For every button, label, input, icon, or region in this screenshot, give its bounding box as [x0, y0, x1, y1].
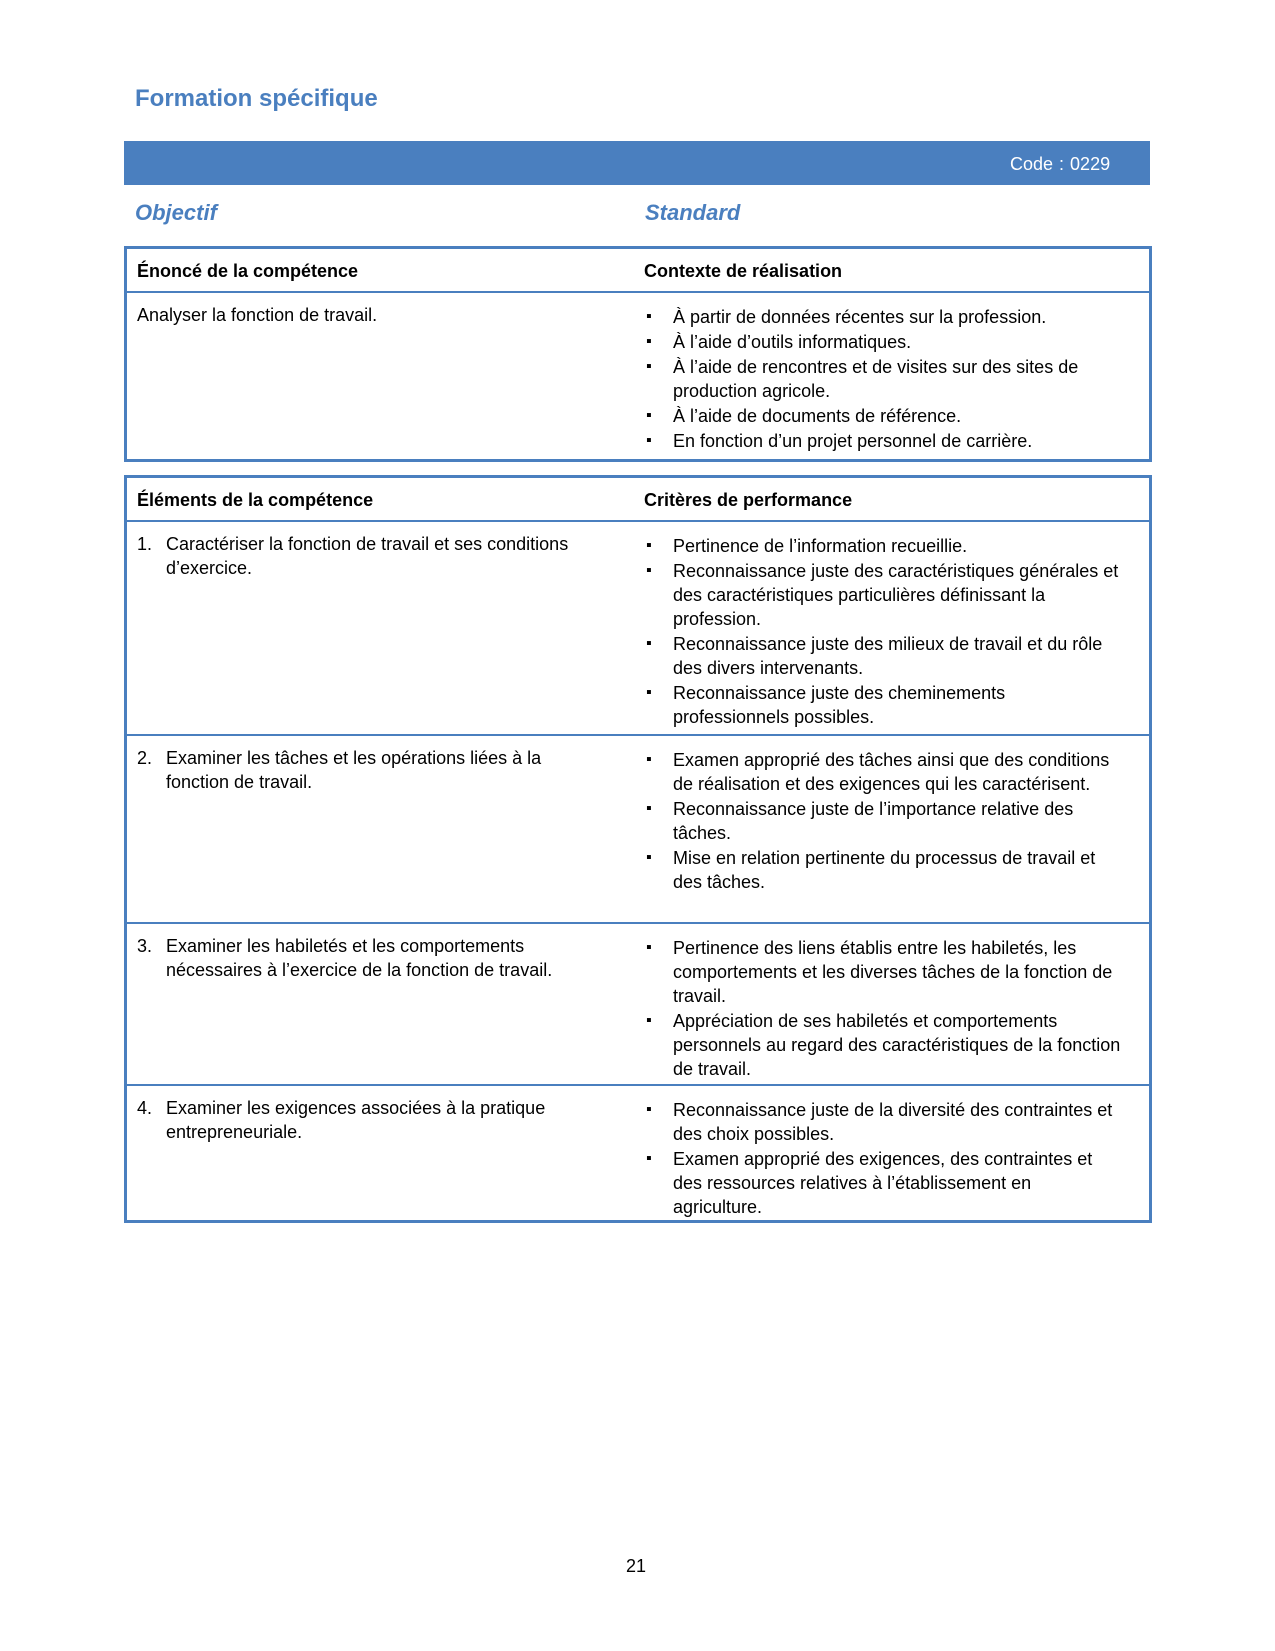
competency-elements-table — [124, 475, 1152, 1223]
criteria-item: ▪ Reconnaissance juste des milieux de travail et du rôle des divers intervenants. — [644, 632, 1122, 680]
element-row-4 — [137, 1096, 607, 1144]
elements-header: Éléments de la compétence — [137, 490, 374, 510]
code-banner — [124, 141, 1150, 185]
element-text: Examiner les habiletés et les comportements nécessaires à l’exercice de la fonction de travail. — [166, 936, 553, 980]
element-row-3 — [137, 934, 607, 982]
criteria-item: ▪ Examen approprié des tâches ainsi que des conditions de réalisation et des exigences qui les caractérisent. — [644, 748, 1122, 796]
page-number: 21 — [626, 1556, 647, 1576]
row-divider — [127, 734, 1149, 736]
context-item: ▪ À l’aide de documents de référence. — [644, 404, 1122, 428]
context-item: ▪ À partir de données récentes sur la profession. — [644, 305, 1122, 329]
element-row-2 — [137, 746, 607, 794]
criteria-item: ▪ Pertinence de l’information recueillie. — [644, 534, 1122, 558]
statement-table-header — [127, 249, 1149, 293]
row-divider — [127, 922, 1149, 924]
criteria-item: ▪ Reconnaissance juste des caractéristiques générales et des caractéristiques particulières définissant la profession. — [644, 559, 1122, 631]
element-text: Caractériser la fonction de travail et ses conditions d’exercice. — [166, 534, 569, 578]
context-header: Contexte de réalisation — [644, 261, 843, 281]
context-item: ▪ En fonction d’un projet personnel de carrière. — [644, 429, 1122, 453]
criteria-item: ▪ Reconnaissance juste de la diversité des contraintes et des choix possibles. — [644, 1098, 1122, 1146]
criteria-item: ▪ Pertinence des liens établis entre les habiletés, les comportements et les diverses tâches de la fonction de travail. — [644, 936, 1122, 1008]
criteria-list-4 — [644, 1098, 1122, 1220]
element-number: 4. — [137, 1098, 153, 1118]
context-item: ▪ À l’aide d’outils informatiques. — [644, 330, 1122, 354]
criteria-item: ▪ Examen approprié des exigences, des contraintes et des ressources relatives à l’établissement en agriculture. — [644, 1147, 1122, 1219]
criteria-item: ▪ Reconnaissance juste de l’importance relative des tâches. — [644, 797, 1122, 845]
elements-table-header — [127, 478, 1149, 522]
criteria-header: Critères de performance — [644, 490, 853, 510]
competency-statement: Analyser la fonction de travail. — [137, 305, 378, 325]
element-number: 2. — [137, 748, 153, 768]
element-number: 3. — [137, 936, 153, 956]
row-divider — [127, 1084, 1149, 1086]
competency-statement-table — [124, 246, 1152, 462]
page-title: Formation spécifique — [135, 85, 378, 112]
context-item: ▪ À l’aide de rencontres et de visites sur des sites de production agricole. — [644, 355, 1122, 403]
criteria-item: ▪ Mise en relation pertinente du processus de travail et des tâches. — [644, 846, 1122, 894]
criteria-list-3 — [644, 936, 1122, 1082]
column-header-standard: Standard — [645, 200, 741, 225]
criteria-list-2 — [644, 748, 1122, 895]
element-row-1 — [137, 532, 607, 580]
element-number: 1. — [137, 534, 153, 554]
statement-header: Énoncé de la compétence — [137, 261, 359, 281]
program-code — [1010, 154, 1110, 175]
element-text: Examiner les tâches et les opérations liées à la fonction de travail. — [166, 748, 542, 792]
code-value: 0229 — [1070, 154, 1111, 174]
criteria-item: ▪ Reconnaissance juste des cheminements professionnels possibles. — [644, 681, 1122, 729]
column-header-objective: Objectif — [135, 200, 217, 225]
code-separator: : — [1059, 154, 1065, 174]
code-label: Code — [1010, 154, 1054, 174]
criteria-item: ▪ Appréciation de ses habiletés et comportements personnels au regard des caractéristiques de la fonction de travail. — [644, 1009, 1122, 1081]
context-list — [644, 305, 1122, 454]
element-text: Examiner les exigences associées à la pratique entrepreneuriale. — [166, 1098, 546, 1142]
criteria-list-1 — [644, 534, 1122, 730]
